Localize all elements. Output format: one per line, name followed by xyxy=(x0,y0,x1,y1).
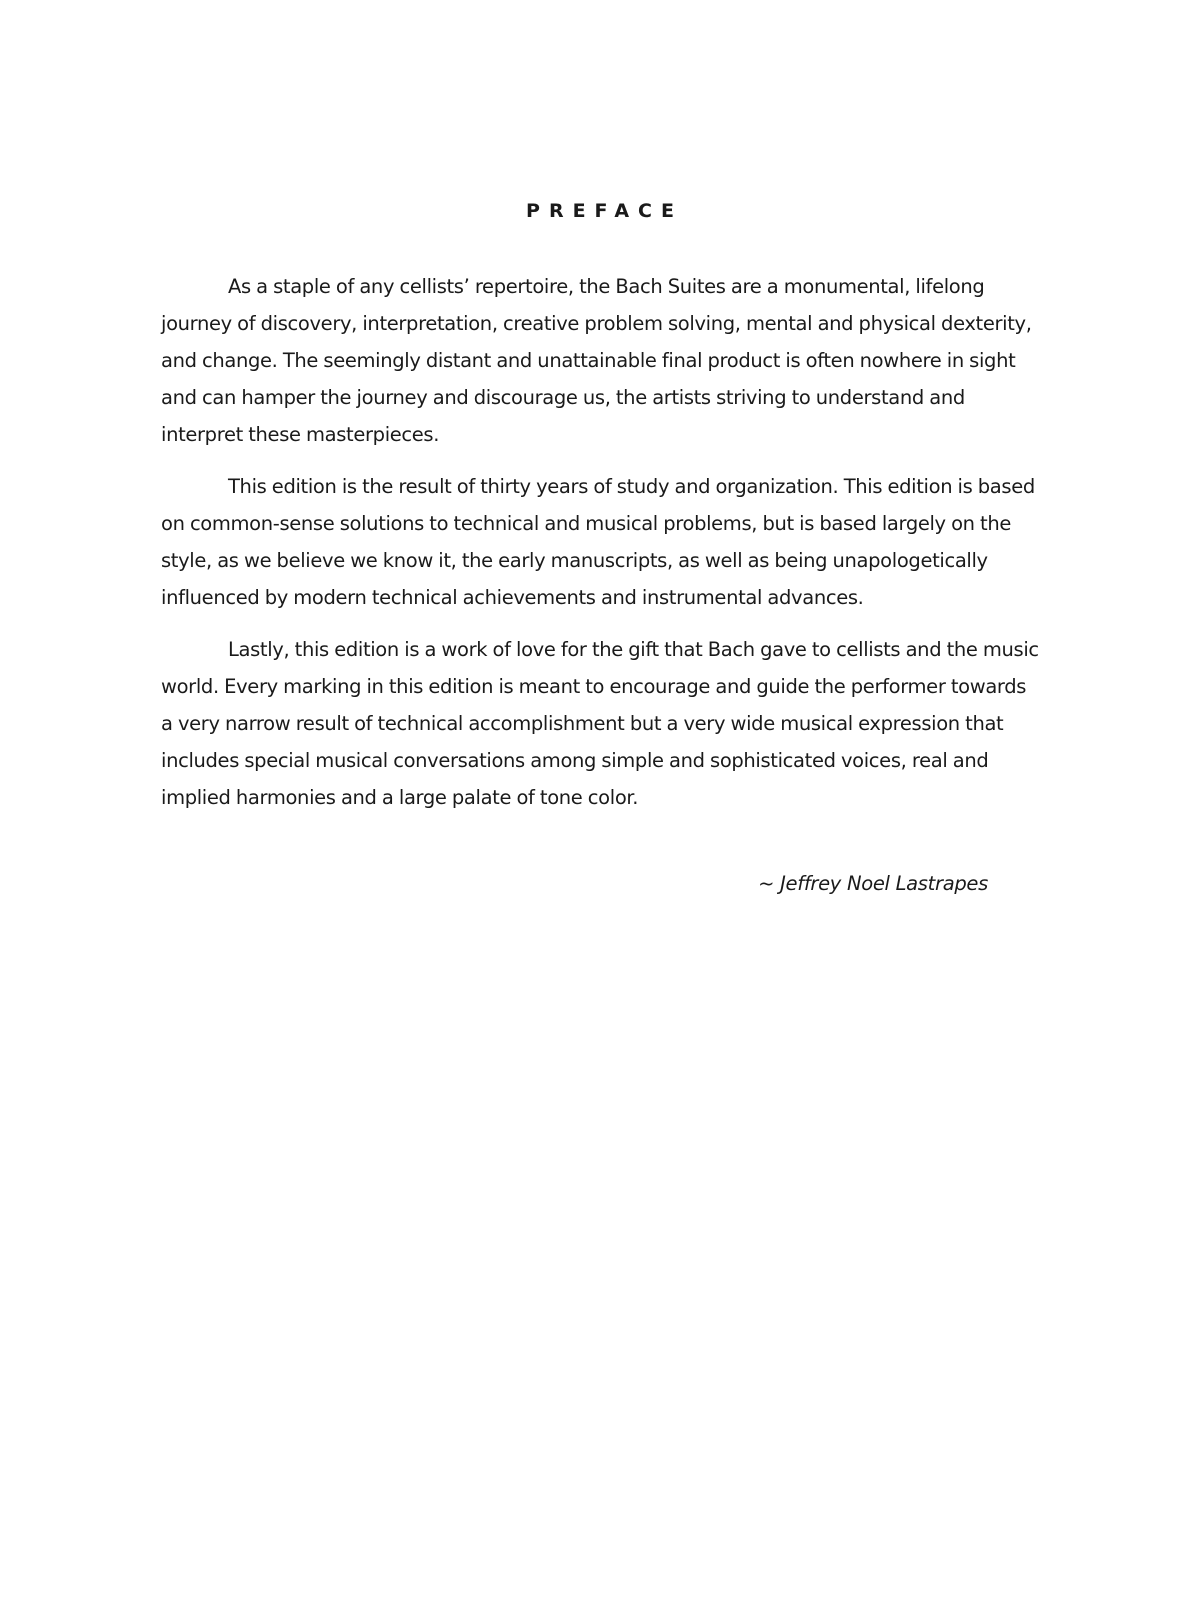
paragraph-2: This edition is the result of thirty years of study and organization. This edition is based on common-sense solutions to technical and musical problems, but is based largely on the style, as we believe we know it, the early manuscripts, as well as being unapologetically influenced by modern technical achievements and instrumental advances. xyxy=(161,475,1035,609)
preface-body xyxy=(161,268,1039,831)
paragraph-3: Lastly, this edition is a work of love for the gift that Bach gave to cellists and the music world. Every marking in this edition is meant to encourage and guide the performer towards a very narrow result of technical accomplishment but a very wide musical expression that includes special musical conversations among simple and sophisticated voices, real and implied harmonies and a large palate of tone color. xyxy=(161,638,1039,809)
paragraph-1: As a staple of any cellists’ repertoire, the Bach Suites are a monumental, lifelong journey of discovery, interpretation, creative problem solving, mental and physical dexterity, and change. The seemingly distant and unattainable final product is often nowhere in sight and can hamper the journey and discourage us, the artists striving to understand and interpret these masterpieces. xyxy=(161,275,1032,446)
author-signature: ~ Jeffrey Noel Lastrapes xyxy=(758,872,988,895)
page-title: PREFACE xyxy=(526,200,683,222)
